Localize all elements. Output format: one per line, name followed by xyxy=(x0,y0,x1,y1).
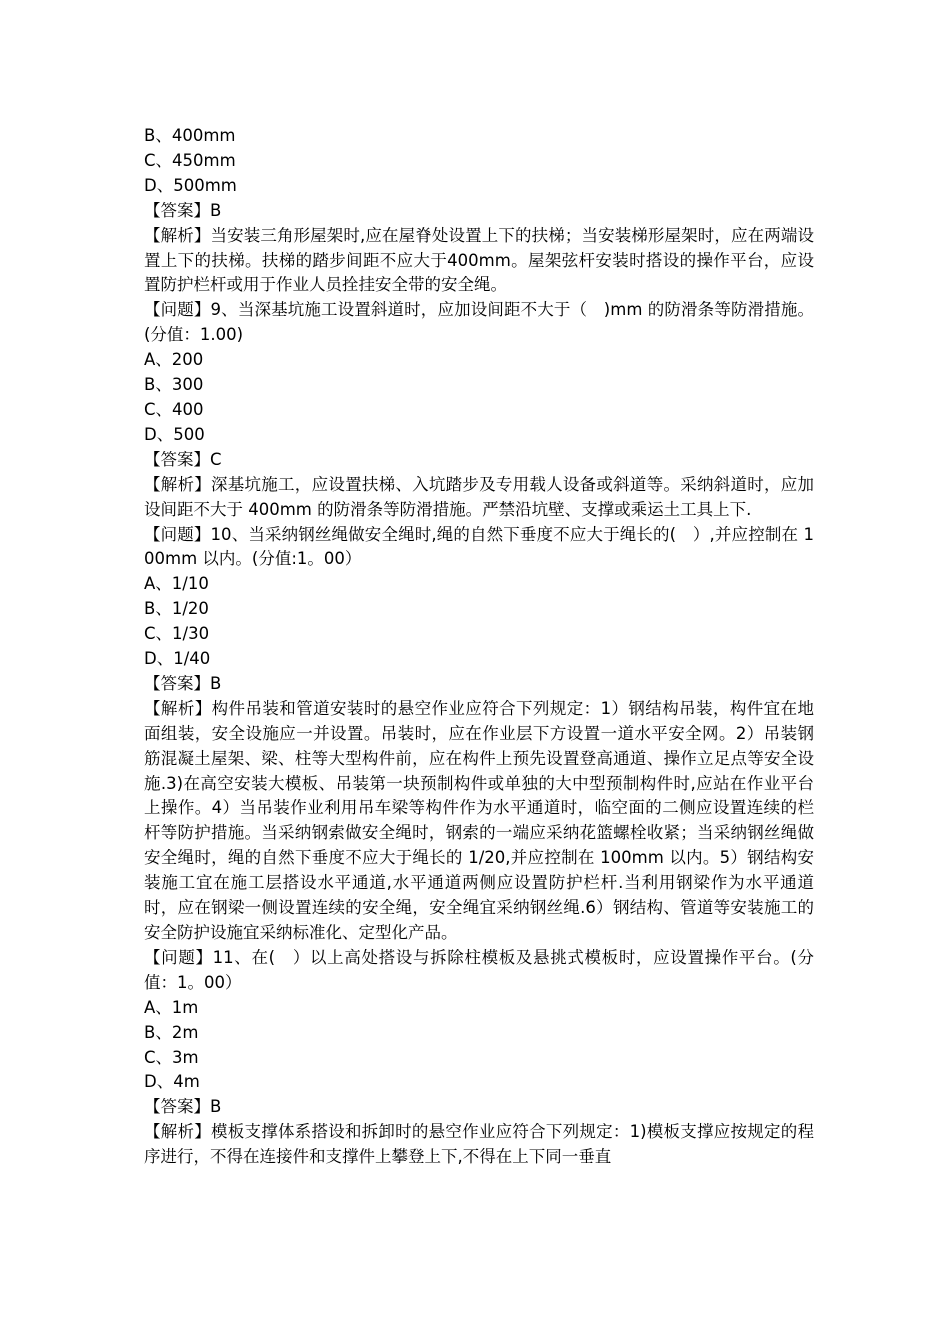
question-10-text: 【问题】10、当采纳钢丝绳做安全绳时,绳的自然下垂度不应大于绳长的( ）,并应控制在 100mm 以内。(分值:1。00） xyxy=(144,524,814,569)
option-b-text: B、400mm xyxy=(144,126,236,145)
option-a-text: A、200 xyxy=(144,350,204,370)
answer-text: 【答案】B xyxy=(144,200,222,220)
option-a-text: A、1m xyxy=(144,997,199,1017)
answer-text: 【答案】C xyxy=(144,449,222,469)
option-c-text: C、400 xyxy=(144,399,204,419)
option-b-text: B、1/20 xyxy=(144,599,209,619)
question-11-text: 【问题】11、在( ）以上高处搭设与拆除柱模板及悬挑式模板时，应设置操作平台。(分值：1。00） xyxy=(144,947,814,992)
answer-text: 【答案】B xyxy=(144,1097,222,1117)
option-c-text: C、450mm xyxy=(144,150,236,170)
answer-text: 【答案】B xyxy=(144,673,222,693)
option-d-text: D、500 xyxy=(144,424,205,444)
option-b-text: B、2m xyxy=(144,1022,199,1042)
option-c-text: C、3m xyxy=(144,1047,199,1067)
option-c-text: C、1/30 xyxy=(144,624,210,644)
explanation-text: 【解析】构件吊装和管道安装时的悬空作业应符合下列规定：1）钢结构吊装，构件宜在地面组装，安全设施应一并设置。吊装时，应在作业层下方设置一道水平安全网。2）吊装钢筋混凝土屋架、梁、柱等大型构件前，应在构件上预先设置登高通道、操作立足点等安全设施.3)在高空安装大模板、吊装第一块预制构件或单独的大中型预制构件时,应站在作业平台上操作。4）当吊装作业利用吊车梁等构件作为水平通道时，临空面的二侧应设置连续的栏杆等防护措施。当采纳钢索做安全绳时，钢索的一端应采纳花篮螺栓收紧；当采纳钢丝绳做安全绳时，绳的自然下垂度不应大于绳长的 1/20,并应控制在 100mm 以内。5）钢结构安装施工宜在施工层搭设水平通道,水平通道两侧应设置防护栏杆.当利用钢梁作为水平通道时，应在钢梁一侧设置连续的安全绳，安全绳宜采纳钢丝绳.6）钢结构、管道等安装施工的安全防护设施宜采纳标准化、定型化产品。 xyxy=(144,698,814,942)
option-d-text: D、4m xyxy=(144,1072,200,1092)
option-d-text: D、1/40 xyxy=(144,649,211,669)
document-page xyxy=(144,124,814,1170)
explanation-text: 【解析】深基坑施工，应设置扶梯、入坑踏步及专用载人设备或斜道等。采纳斜道时，应加设间距不大于 400mm 的防滑条等防滑措施。严禁沿坑壁、支撑或乘运土工具上下. xyxy=(144,474,814,519)
option-a-text: A、1/10 xyxy=(144,574,209,594)
question-9-text: 【问题】9、当深基坑施工设置斜道时，应加设间距不大于（ )mm 的防滑条等防滑措施。(分值：1.00) xyxy=(144,300,814,345)
explanation-text: 【解析】模板支撑体系搭设和拆卸时的悬空作业应符合下列规定：1)模板支撑应按规定的程序进行，不得在连接件和支撑件上攀登上下,不得在上下同一垂直 xyxy=(144,1122,814,1167)
explanation-text: 【解析】当安装三角形屋架时,应在屋脊处设置上下的扶梯；当安装梯形屋架时，应在两端设置上下的扶梯。扶梯的踏步间距不应大于400mm。屋架弦杆安装时搭设的操作平台，应设置防护栏杆或用于作业人员拴挂安全带的安全绳。 xyxy=(144,225,814,295)
option-d-text: D、500mm xyxy=(144,175,237,195)
option-b-text: B、300 xyxy=(144,375,204,395)
